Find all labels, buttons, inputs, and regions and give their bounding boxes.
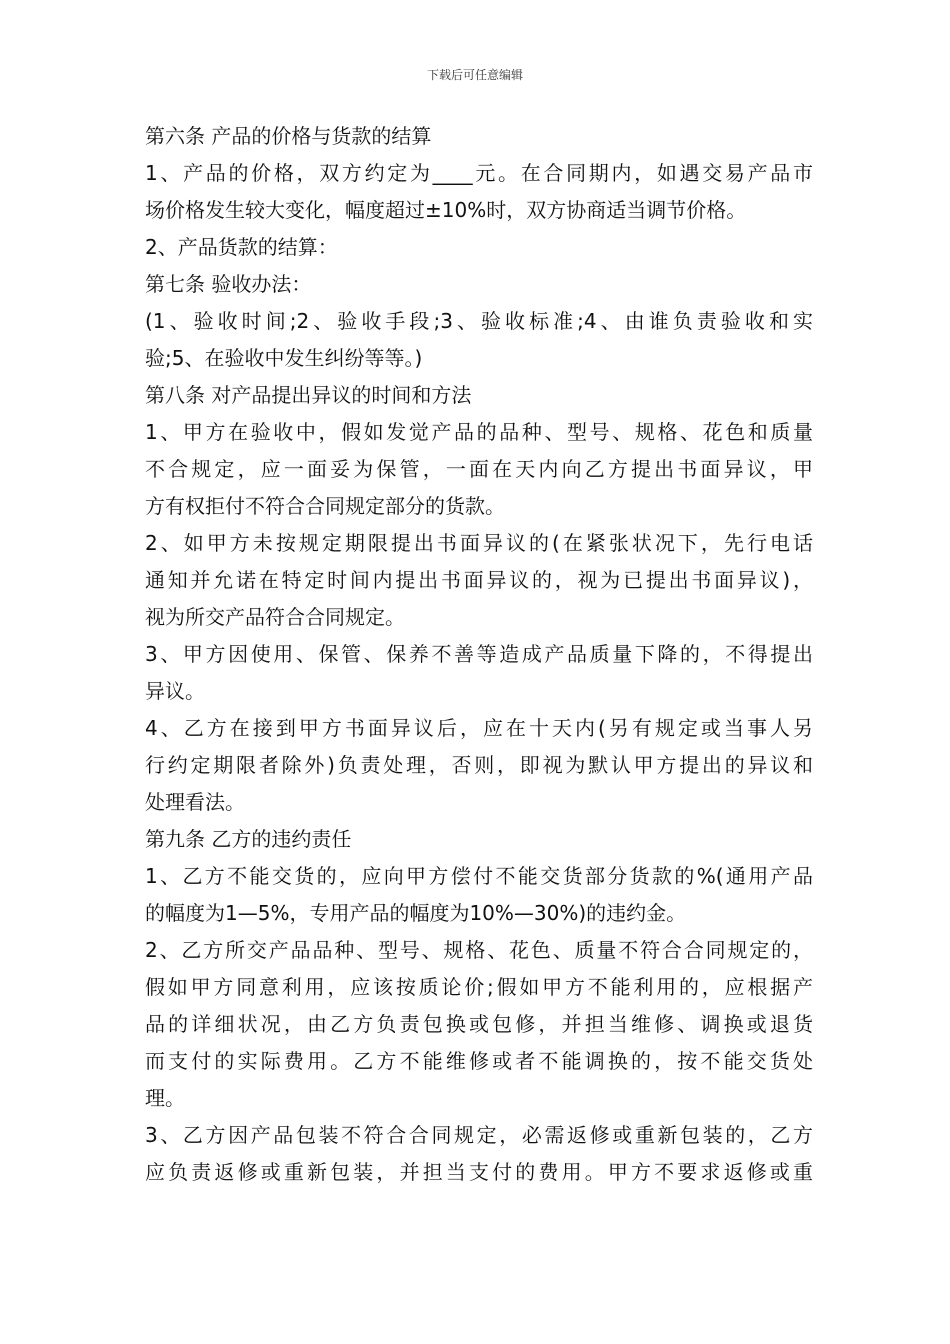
text-line: 1、甲方在验收中，假如发觉产品的品种、型号、规格、花色和质量 (145, 420, 813, 444)
text-line: 方有权拒付不符合合同规定部分的货款。 (145, 494, 505, 518)
text-line: 第九条 乙方的违约责任 (145, 827, 352, 851)
text-line: 假如甲方同意利用，应该按质论价;假如甲方不能利用的，应根据产 (145, 975, 813, 999)
text-line: 视为所交产品符合合同规定。 (145, 605, 405, 629)
text-line: 4、乙方在接到甲方书面异议后，应在十天内(另有规定或当事人另 (145, 716, 813, 740)
text-line: 场价格发生较大变化，幅度超过±10%时，双方协商适当调节价格。 (145, 198, 747, 222)
text-line: 1、产品的价格，双方约定为____元。在合同期内，如遇交易产品市 (145, 161, 813, 185)
text-line: 行约定期限者除外)负责处理，否则，即视为默认甲方提出的异议和 (145, 753, 813, 777)
text-line: 2、如甲方未按规定期限提出书面异议的(在紧张状况下，先行电话 (145, 531, 813, 555)
text-line: 验;5、在验收中发生纠纷等等。) (145, 346, 423, 370)
text-line: 应负责返修或重新包装，并担当支付的费用。甲方不要求返修或重 (145, 1160, 813, 1184)
text-line: 通知并允诺在特定时间内提出书面异议的，视为已提出书面异议)， (145, 568, 813, 592)
contract-body (145, 118, 813, 1191)
text-line: 1、乙方不能交货的，应向甲方偿付不能交货部分货款的%(通用产品 (145, 864, 813, 888)
text-line: 品的详细状况，由乙方负责包换或包修，并担当维修、调换或退货 (145, 1012, 813, 1036)
text-line: 而支付的实际费用。乙方不能维修或者不能调换的，按不能交货处 (145, 1049, 813, 1073)
text-line: 处理看法。 (145, 790, 245, 814)
text-line: 第八条 对产品提出异议的时间和方法 (145, 383, 472, 407)
text-line: 不合规定，应一面妥为保管，一面在天内向乙方提出书面异议，甲 (145, 457, 813, 481)
text-line: (1、验收时间;2、验收手段;3、验收标准;4、由谁负责验收和实 (145, 309, 813, 333)
text-line: 第六条 产品的价格与货款的结算 (145, 124, 432, 148)
text-line: 2、产品货款的结算： (145, 235, 338, 259)
text-line: 第七条 验收办法： (145, 272, 312, 296)
text-line: 异议。 (145, 679, 205, 703)
text-line: 2、乙方所交产品品种、型号、规格、花色、质量不符合合同规定的， (145, 938, 813, 962)
text-line: 3、乙方因产品包装不符合合同规定，必需返修或重新包装的，乙方 (145, 1123, 813, 1147)
text-line: 理。 (145, 1086, 185, 1110)
page-header-note: 下载后可任意编辑 (426, 68, 523, 82)
text-line: 3、甲方因使用、保管、保养不善等造成产品质量下降的，不得提出 (145, 642, 813, 666)
text-line: 的幅度为1—5%，专用产品的幅度为10%—30%)的违约金。 (145, 901, 687, 925)
